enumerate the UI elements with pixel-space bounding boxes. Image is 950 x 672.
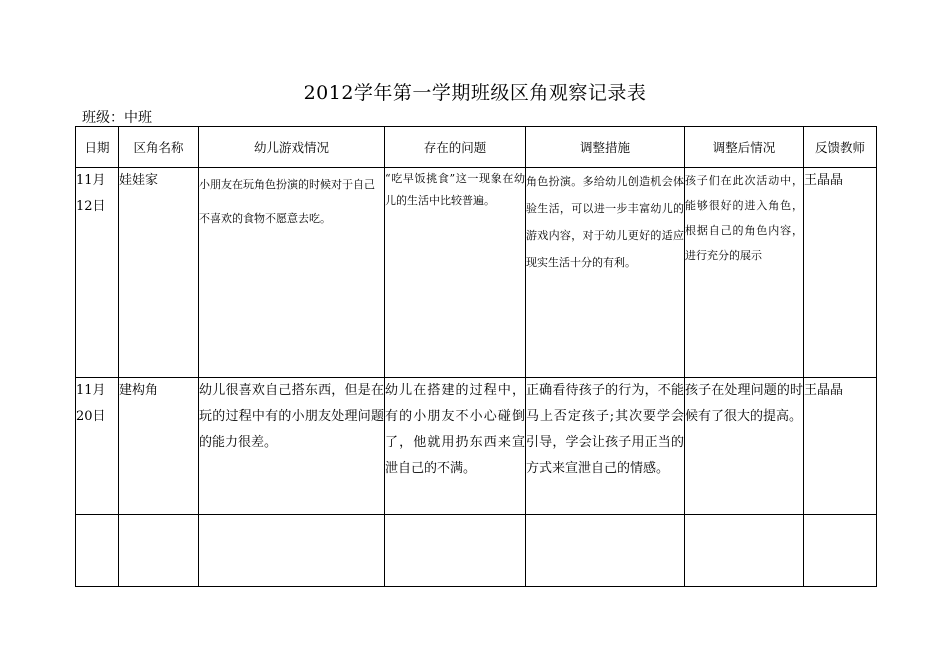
cell-empty xyxy=(685,515,804,587)
table-header-row xyxy=(76,127,877,168)
class-label: 班级：中班 xyxy=(82,110,152,126)
cell-teacher: 王晶晶 xyxy=(804,378,877,515)
cell-after: 孩子们在此次活动中，能够很好的进入角色，根据自己的角色内容，进行充分的展示 xyxy=(685,168,804,378)
cell-measures: 正确看待孩子的行为，不能马上否定孩子;其次要学会引导，学会让孩子用正当的方式来宣泄自己的情感。 xyxy=(526,378,685,515)
cell-empty xyxy=(526,515,685,587)
cell-empty xyxy=(76,515,119,587)
cell-play: 幼儿很喜欢自己搭东西，但是在玩的过程中有的小朋友处理问题的能力很差。 xyxy=(199,378,385,515)
header-date: 日期 xyxy=(76,127,119,168)
header-teacher: 反馈教师 xyxy=(804,127,877,168)
cell-date: 11月12日 xyxy=(76,168,119,378)
page-title: 2012学年第一学期班级区角观察记录表 xyxy=(303,82,647,104)
header-measures: 调整措施 xyxy=(526,127,685,168)
cell-area: 娃娃家 xyxy=(119,168,199,378)
table-row xyxy=(76,378,877,515)
header-problem: 存在的问题 xyxy=(385,127,526,168)
header-area: 区角名称 xyxy=(119,127,199,168)
cell-area: 建构角 xyxy=(119,378,199,515)
cell-measures: 角色扮演。多给幼儿创造机会体验生活，可以进一步丰富幼儿的游戏内容，对于幼儿更好的适应现实生活十分的有利。 xyxy=(526,168,685,378)
cell-empty xyxy=(199,515,385,587)
cell-teacher: 王晶晶 xyxy=(804,168,877,378)
header-after: 调整后情况 xyxy=(685,127,804,168)
observation-record-table xyxy=(75,126,877,587)
cell-problem: “吃早饭挑食”这一现象在幼儿的生活中比较普遍。 xyxy=(385,168,526,378)
cell-after: 孩子在处理问题的时候有了很大的提高。 xyxy=(685,378,804,515)
cell-empty xyxy=(385,515,526,587)
table-row xyxy=(76,168,877,378)
header-play: 幼儿游戏情况 xyxy=(199,127,385,168)
cell-date: 11月20日 xyxy=(76,378,119,515)
cell-empty xyxy=(804,515,877,587)
cell-play: 小朋友在玩角色扮演的时候对于自己不喜欢的食物不愿意去吃。 xyxy=(199,168,385,378)
table-row-empty xyxy=(76,515,877,587)
cell-empty xyxy=(119,515,199,587)
cell-problem: 幼儿在搭建的过程中，有的小朋友不小心碰倒了，他就用扔东西来宣泄自己的不满。 xyxy=(385,378,526,515)
